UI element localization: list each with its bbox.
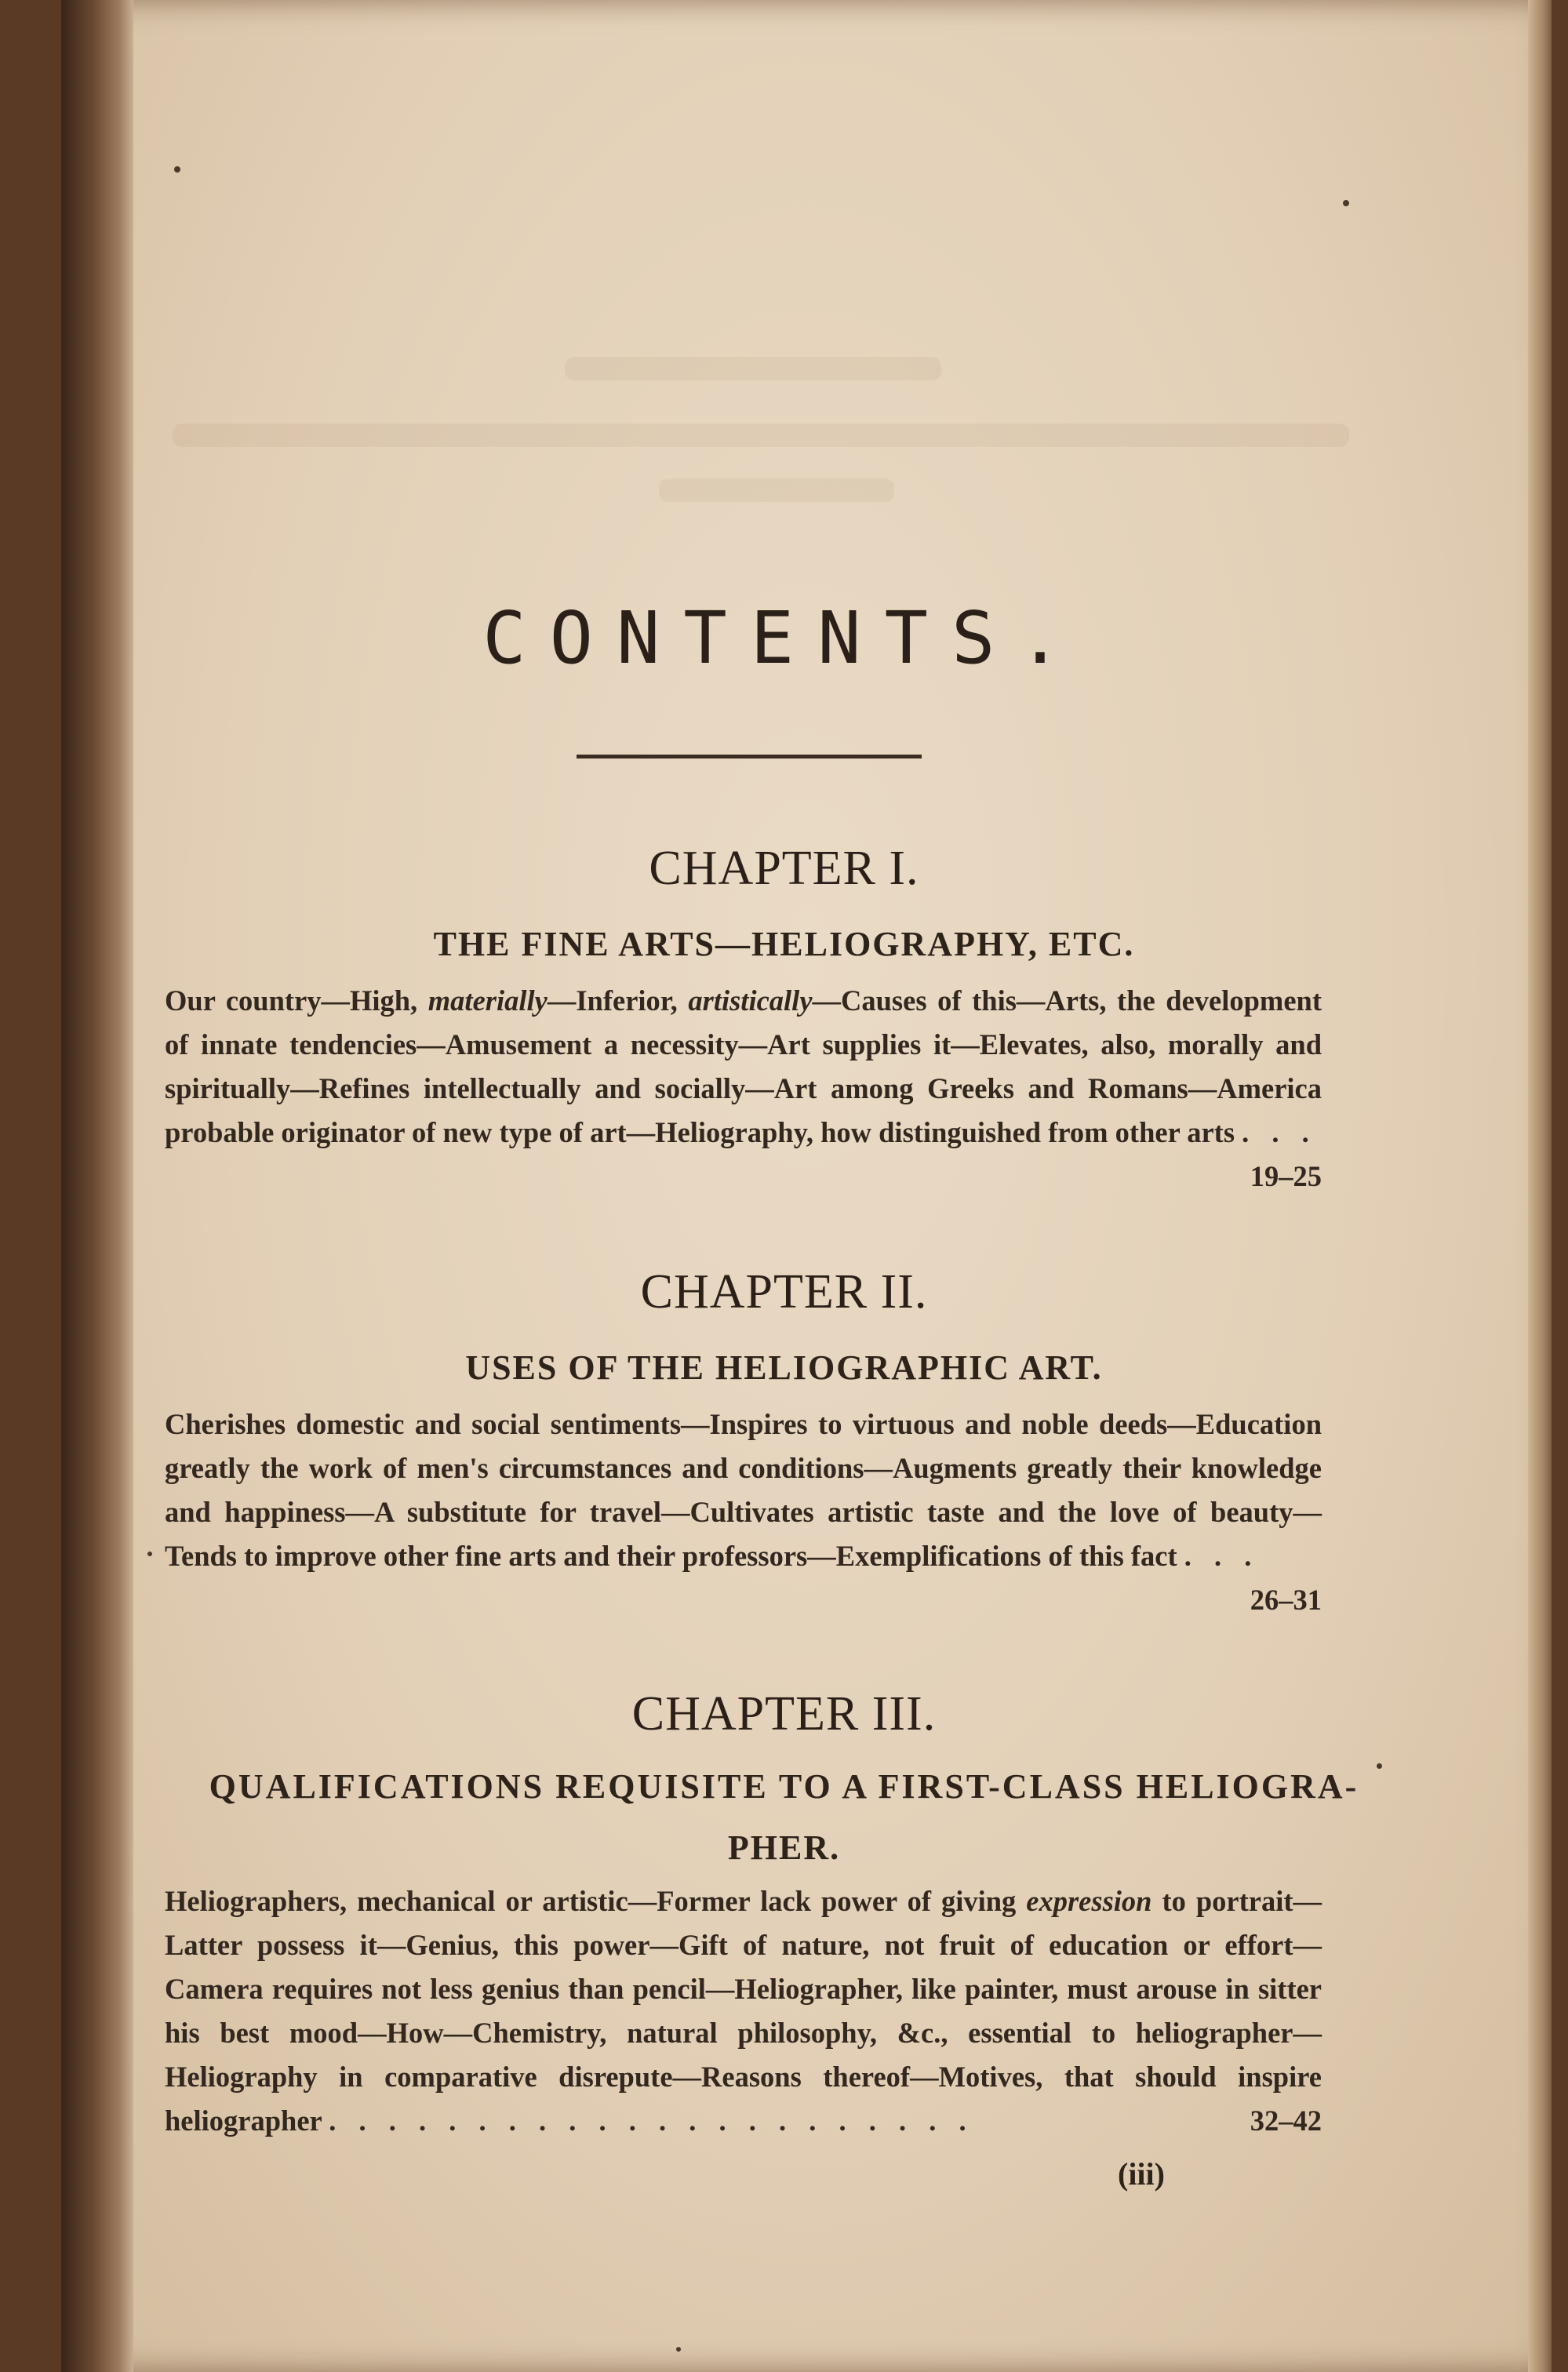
dot-leader: . . . xyxy=(1242,1116,1317,1148)
chapter-2-title: USES OF THE HELIOGRAPHIC ART. xyxy=(465,1348,1103,1387)
bleed-through xyxy=(659,478,894,502)
contents-heading: CONTENTS. xyxy=(482,596,1086,680)
chapter-3-summary: Heliographers, mechanical or artistic—Former lack power of giving expression to portrait—Latter possess it—Genius, this power—Gift of nature, not fruit of education or effort—Camera requires not less genius than pencil—Heliographer, like painter, must arouse in sitter his best mood—How—Chemistry, natural philosophy, &c., essential to heliographer—Heliography in comparative disrepute—Reasons thereof—Motives, that should inspire heliographer . . . . . . . . . . . . . . . . . . . . . . 32–42 xyxy=(165,1879,1322,2143)
paper-speck xyxy=(174,166,180,173)
chapter-1-pages: 19–25 xyxy=(1250,1160,1322,1192)
page-edge xyxy=(1528,0,1552,2372)
chapter-3-title-line2: PHER. xyxy=(727,1828,841,1867)
bleed-through xyxy=(565,357,941,380)
chapter-2-number: CHAPTER II. xyxy=(640,1265,928,1319)
book-spine xyxy=(61,0,133,2372)
bleed-through xyxy=(173,424,1349,447)
chapter-3-title-line1: QUALIFICATIONS REQUISITE TO A FIRST-CLASS HELIOGRA- xyxy=(209,1767,1359,1806)
chapter-1-summary: Our country—High, materially—Inferior, artistically—Causes of this—Arts, the development of innate tendencies—Amusement a necessity—Art supplies it—Elevates, also, morally and spiritually—Refines intellectually and socially—Art among Greeks and Romans—America probable originator of new type of art—Heliography, how distinguished from other arts . . . 19–25 xyxy=(165,979,1322,1199)
paper-speck xyxy=(147,1552,152,1556)
paper-speck xyxy=(1377,1763,1382,1769)
chapter-1-title: THE FINE ARTS—HELIOGRAPHY, ETC. xyxy=(433,925,1135,963)
chapter-3-pages: 32–42 xyxy=(1250,2105,1322,2137)
dot-leader: . . . . . . . . . . . . . . . . . . . . . . xyxy=(329,2105,974,2137)
dot-leader: . . . xyxy=(1184,1540,1260,1572)
chapter-2-summary: Cherishes domestic and social sentiments—Inspires to virtuous and noble deeds—Education greatly the work of men's circumstances and conditions—Augments greatly their knowledge and happiness—A substitute for travel—Cultivates artistic taste and the love of beauty—Tends to improve other fine arts and their professors—Exemplifications of this fact . . . 26–31 xyxy=(165,1402,1322,1622)
paper-speck xyxy=(676,2347,681,2352)
chapter-3-number: CHAPTER III. xyxy=(631,1687,937,1741)
page-folio: (iii) xyxy=(1118,2156,1165,2192)
paper-speck xyxy=(1343,200,1349,206)
heading-rule xyxy=(577,755,922,759)
chapter-2-pages: 26–31 xyxy=(1250,1584,1322,1616)
chapter-1-number: CHAPTER I. xyxy=(649,842,919,895)
